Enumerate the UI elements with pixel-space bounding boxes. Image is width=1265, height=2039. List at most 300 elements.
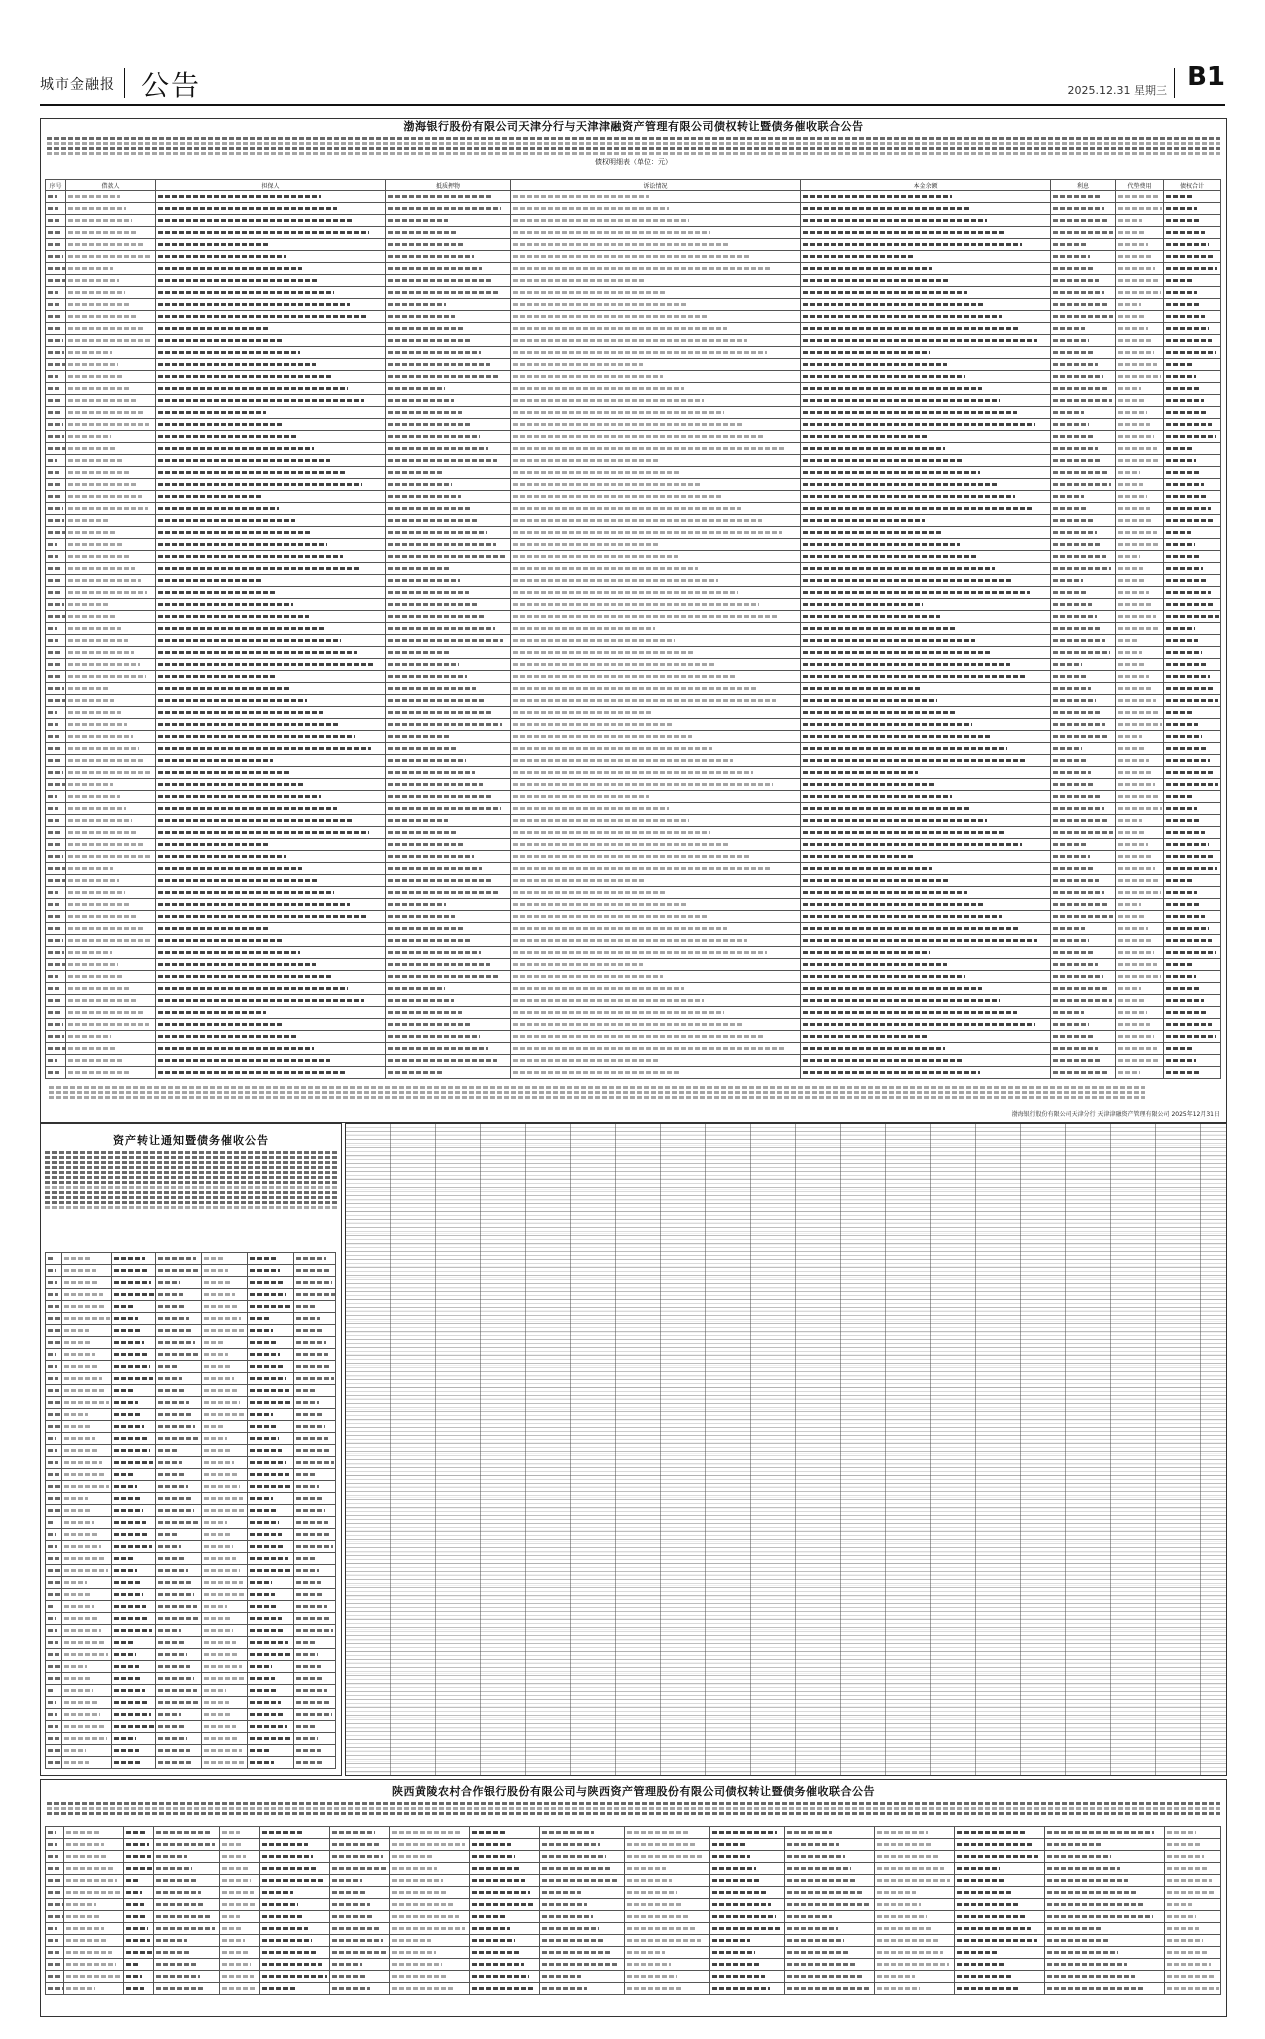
table-cell	[220, 1899, 260, 1911]
table-cell	[1116, 983, 1164, 995]
table-cell	[330, 1851, 390, 1863]
table-cell	[710, 1839, 785, 1851]
table-cell	[1116, 1043, 1164, 1055]
table-cell	[511, 407, 801, 419]
table-cell	[1164, 767, 1221, 779]
table-cell	[511, 887, 801, 899]
debt-table-huangling	[45, 1826, 1221, 1995]
table-cell	[294, 1277, 336, 1289]
table-cell	[294, 1265, 336, 1277]
table-row	[46, 1577, 336, 1589]
table-cell	[62, 1325, 112, 1337]
table-cell	[1116, 575, 1164, 587]
table-cell	[66, 983, 156, 995]
table-cell	[46, 275, 66, 287]
table-cell	[156, 191, 386, 203]
table-cell	[1116, 263, 1164, 275]
table-cell	[66, 431, 156, 443]
table-row	[46, 287, 1221, 299]
table-cell	[710, 1935, 785, 1947]
table-cell	[156, 863, 386, 875]
table-cell	[202, 1733, 248, 1745]
table-cell	[1051, 299, 1116, 311]
table-cell	[386, 443, 511, 455]
table-cell	[1051, 743, 1116, 755]
table-cell	[1164, 995, 1221, 1007]
table-cell	[511, 767, 801, 779]
table-row	[46, 347, 1221, 359]
table-cell	[112, 1721, 156, 1733]
table-row	[46, 1433, 336, 1445]
table-cell	[202, 1397, 248, 1409]
table-cell	[540, 1971, 625, 1983]
table-row	[46, 1031, 1221, 1043]
table-row	[46, 1373, 336, 1385]
table-cell	[62, 1385, 112, 1397]
table-cell	[46, 755, 66, 767]
table-row	[46, 1709, 336, 1721]
table-row	[46, 1457, 336, 1469]
table-cell	[1164, 647, 1221, 659]
table-cell	[1164, 683, 1221, 695]
table-cell	[156, 539, 386, 551]
table-row	[46, 1385, 336, 1397]
table-cell	[64, 1923, 124, 1935]
table-cell	[1116, 695, 1164, 707]
table-cell	[511, 947, 801, 959]
table-cell	[248, 1397, 294, 1409]
table-row	[46, 755, 1221, 767]
table-cell	[470, 1875, 540, 1887]
table-cell	[46, 911, 66, 923]
table-cell	[202, 1757, 248, 1769]
table-cell	[64, 1935, 124, 1947]
table-cell	[1045, 1839, 1165, 1851]
table-cell	[248, 1361, 294, 1373]
table-cell	[710, 1863, 785, 1875]
table-cell	[1164, 443, 1221, 455]
table-cell	[248, 1493, 294, 1505]
table-cell	[1051, 707, 1116, 719]
table-cell	[1164, 227, 1221, 239]
table-cell	[1165, 1887, 1221, 1899]
table-cell	[64, 1971, 124, 1983]
table-cell	[1164, 755, 1221, 767]
table-cell	[875, 1971, 955, 1983]
table-cell	[955, 1851, 1045, 1863]
table-row	[46, 707, 1221, 719]
table-cell	[248, 1745, 294, 1757]
table-row	[46, 1325, 336, 1337]
table-cell	[511, 227, 801, 239]
table-cell	[1164, 875, 1221, 887]
table-cell	[66, 767, 156, 779]
table-row	[46, 1911, 1221, 1923]
table-cell	[112, 1673, 156, 1685]
table-row	[46, 191, 1221, 203]
table-cell	[1164, 587, 1221, 599]
table-cell	[156, 347, 386, 359]
table-cell	[801, 383, 1051, 395]
header-index: 序号	[46, 180, 66, 191]
table-cell	[156, 515, 386, 527]
table-cell	[112, 1613, 156, 1625]
table-cell	[1164, 815, 1221, 827]
table-cell	[202, 1565, 248, 1577]
table-row	[46, 1721, 336, 1733]
table-cell	[1051, 647, 1116, 659]
table-cell	[156, 287, 386, 299]
table-cell	[294, 1481, 336, 1493]
table-cell	[1116, 815, 1164, 827]
table-cell	[46, 1745, 62, 1757]
table-cell	[248, 1733, 294, 1745]
table-cell	[1051, 659, 1116, 671]
table-cell	[294, 1349, 336, 1361]
table-row	[46, 587, 1221, 599]
table-cell	[46, 1899, 64, 1911]
table-cell	[156, 1043, 386, 1055]
table-cell	[248, 1541, 294, 1553]
table-cell	[511, 491, 801, 503]
masthead	[40, 60, 1225, 104]
table-cell	[1116, 191, 1164, 203]
table-cell	[248, 1613, 294, 1625]
table-cell	[1116, 875, 1164, 887]
notice-bohai-bank	[40, 118, 1227, 1123]
table-cell	[801, 215, 1051, 227]
table-cell	[156, 275, 386, 287]
table-cell	[801, 563, 1051, 575]
table-cell	[1164, 419, 1221, 431]
table-cell	[46, 719, 66, 731]
table-cell	[46, 647, 66, 659]
table-cell	[390, 1887, 470, 1899]
table-cell	[710, 1851, 785, 1863]
table-cell	[62, 1445, 112, 1457]
table-cell	[156, 1697, 202, 1709]
table-cell	[386, 1055, 511, 1067]
table-cell	[156, 1277, 202, 1289]
table-cell	[1051, 791, 1116, 803]
table-cell	[1116, 995, 1164, 1007]
notice-huangling-bank	[40, 1779, 1227, 2017]
table-cell	[156, 743, 386, 755]
table-cell	[390, 1827, 470, 1839]
table-row	[46, 1875, 1221, 1887]
table-cell	[112, 1733, 156, 1745]
table-cell	[124, 1971, 154, 1983]
table-cell	[62, 1421, 112, 1433]
table-cell	[511, 1067, 801, 1079]
table-cell	[386, 1043, 511, 1055]
table-cell	[248, 1409, 294, 1421]
table-cell	[46, 1361, 62, 1373]
table-cell	[386, 875, 511, 887]
table-cell	[66, 911, 156, 923]
notice-intro	[41, 137, 1226, 155]
table-cell	[390, 1839, 470, 1851]
table-cell	[1051, 839, 1116, 851]
table-row	[46, 1757, 336, 1769]
table-cell	[62, 1265, 112, 1277]
table-cell	[124, 1875, 154, 1887]
page-number: B1	[1187, 62, 1225, 92]
table-cell	[511, 683, 801, 695]
table-cell	[330, 1971, 390, 1983]
table-cell	[154, 1839, 220, 1851]
table-cell	[156, 923, 386, 935]
asset-table	[45, 1252, 336, 1769]
table-cell	[62, 1433, 112, 1445]
table-cell	[294, 1361, 336, 1373]
table-cell	[156, 599, 386, 611]
table-cell	[248, 1577, 294, 1589]
table-cell	[156, 563, 386, 575]
table-cell	[386, 335, 511, 347]
table-cell	[220, 1875, 260, 1887]
table-cell	[248, 1325, 294, 1337]
table-cell	[386, 251, 511, 263]
table-row	[46, 1055, 1221, 1067]
table-row	[46, 1277, 336, 1289]
table-cell	[875, 1959, 955, 1971]
table-cell	[511, 755, 801, 767]
table-cell	[1116, 1055, 1164, 1067]
table-row	[46, 1745, 336, 1757]
table-cell	[1165, 1935, 1221, 1947]
table-cell	[62, 1721, 112, 1733]
table-row	[46, 1733, 336, 1745]
table-cell	[1164, 599, 1221, 611]
table-cell	[511, 1055, 801, 1067]
table-cell	[156, 419, 386, 431]
table-cell	[1165, 1875, 1221, 1887]
table-cell	[801, 995, 1051, 1007]
table-cell	[46, 1565, 62, 1577]
table-cell	[154, 1851, 220, 1863]
table-cell	[248, 1277, 294, 1289]
table-cell	[46, 1289, 62, 1301]
table-cell	[386, 539, 511, 551]
table-cell	[1051, 947, 1116, 959]
table-cell	[1051, 779, 1116, 791]
table-cell	[470, 1899, 540, 1911]
table-cell	[66, 995, 156, 1007]
table-cell	[66, 527, 156, 539]
table-cell	[1116, 803, 1164, 815]
table-cell	[46, 875, 66, 887]
table-cell	[1116, 335, 1164, 347]
table-cell	[64, 1851, 124, 1863]
table-cell	[66, 731, 156, 743]
table-row	[46, 1445, 336, 1457]
table-cell	[156, 527, 386, 539]
table-cell	[156, 1733, 202, 1745]
table-cell	[710, 1887, 785, 1899]
table-cell	[1051, 935, 1116, 947]
table-cell	[294, 1457, 336, 1469]
table-cell	[540, 1947, 625, 1959]
table-cell	[625, 1971, 710, 1983]
table-cell	[46, 947, 66, 959]
table-cell	[1051, 899, 1116, 911]
table-cell	[294, 1373, 336, 1385]
table-cell	[202, 1541, 248, 1553]
table-cell	[156, 203, 386, 215]
table-cell	[124, 1947, 154, 1959]
table-cell	[156, 1325, 202, 1337]
table-cell	[1051, 395, 1116, 407]
table-cell	[955, 1899, 1045, 1911]
table-cell	[386, 287, 511, 299]
table-cell	[801, 587, 1051, 599]
table-cell	[801, 611, 1051, 623]
table-cell	[875, 1875, 955, 1887]
table-cell	[1045, 1899, 1165, 1911]
table-cell	[540, 1887, 625, 1899]
table-cell	[62, 1529, 112, 1541]
table-cell	[625, 1923, 710, 1935]
table-cell	[1051, 371, 1116, 383]
table-cell	[1164, 239, 1221, 251]
table-cell	[1045, 1959, 1165, 1971]
table-cell	[64, 1983, 124, 1995]
table-cell	[1165, 1827, 1221, 1839]
table-cell	[46, 1863, 64, 1875]
table-row	[46, 1067, 1221, 1079]
table-cell	[156, 1565, 202, 1577]
table-row	[46, 1517, 336, 1529]
table-cell	[156, 851, 386, 863]
table-cell	[112, 1649, 156, 1661]
table-cell	[1164, 851, 1221, 863]
table-cell	[785, 1887, 875, 1899]
table-cell	[46, 1923, 64, 1935]
table-cell	[154, 1827, 220, 1839]
table-cell	[470, 1935, 540, 1947]
table-cell	[294, 1613, 336, 1625]
table-cell	[1116, 275, 1164, 287]
table-row	[46, 1043, 1221, 1055]
table-cell	[1051, 239, 1116, 251]
table-row	[46, 1625, 336, 1637]
table-cell	[386, 215, 511, 227]
issue-date: 2025.12.31 星期三	[1067, 84, 1167, 97]
table-cell	[202, 1685, 248, 1697]
table-row	[46, 515, 1221, 527]
table-cell	[156, 311, 386, 323]
table-cell	[294, 1709, 336, 1721]
table-cell	[801, 947, 1051, 959]
table-cell	[46, 311, 66, 323]
table-cell	[220, 1887, 260, 1899]
table-cell	[801, 539, 1051, 551]
table-row	[46, 227, 1221, 239]
table-cell	[46, 1875, 64, 1887]
table-row	[46, 539, 1221, 551]
table-cell	[62, 1253, 112, 1265]
table-cell	[875, 1839, 955, 1851]
table-cell	[1116, 923, 1164, 935]
table-cell	[511, 971, 801, 983]
table-cell	[540, 1959, 625, 1971]
table-cell	[248, 1505, 294, 1517]
table-cell	[260, 1827, 330, 1839]
table-cell	[154, 1911, 220, 1923]
table-cell	[875, 1863, 955, 1875]
table-cell	[1164, 551, 1221, 563]
table-cell	[62, 1661, 112, 1673]
table-cell	[156, 371, 386, 383]
table-cell	[511, 791, 801, 803]
table-cell	[330, 1983, 390, 1995]
table-row	[46, 1337, 336, 1349]
table-cell	[66, 851, 156, 863]
table-cell	[46, 383, 66, 395]
table-cell	[46, 347, 66, 359]
table-cell	[386, 203, 511, 215]
table-cell	[801, 287, 1051, 299]
table-cell	[156, 1709, 202, 1721]
table-cell	[511, 719, 801, 731]
table-row	[46, 1887, 1221, 1899]
table-row	[46, 671, 1221, 683]
table-cell	[386, 563, 511, 575]
table-cell	[248, 1289, 294, 1301]
table-cell	[46, 1649, 62, 1661]
table-cell	[1051, 731, 1116, 743]
table-cell	[66, 443, 156, 455]
notice-signature: 渤海银行股份有限公司天津分行 天津津融资产管理有限公司 2025年12月31日	[1011, 1111, 1220, 1118]
table-cell	[801, 407, 1051, 419]
table-cell	[801, 779, 1051, 791]
table-cell	[248, 1589, 294, 1601]
table-row	[46, 815, 1221, 827]
table-cell	[294, 1673, 336, 1685]
table-row	[46, 1661, 336, 1673]
table-cell	[220, 1863, 260, 1875]
table-cell	[785, 1863, 875, 1875]
table-cell	[248, 1445, 294, 1457]
table-cell	[260, 1839, 330, 1851]
table-cell	[470, 1923, 540, 1935]
table-cell	[66, 923, 156, 935]
table-cell	[1051, 287, 1116, 299]
table-row	[46, 1469, 336, 1481]
table-cell	[62, 1409, 112, 1421]
table-cell	[511, 311, 801, 323]
table-cell	[511, 995, 801, 1007]
table-cell	[46, 575, 66, 587]
table-cell	[955, 1935, 1045, 1947]
table-cell	[156, 491, 386, 503]
table-cell	[156, 995, 386, 1007]
table-cell	[801, 743, 1051, 755]
table-cell	[386, 1067, 511, 1079]
table-cell	[248, 1481, 294, 1493]
table-cell	[46, 1839, 64, 1851]
table-cell	[156, 803, 386, 815]
table-cell	[66, 839, 156, 851]
table-cell	[156, 1373, 202, 1385]
table-cell	[112, 1469, 156, 1481]
table-row	[46, 323, 1221, 335]
table-cell	[511, 359, 801, 371]
table-row	[46, 611, 1221, 623]
table-cell	[62, 1517, 112, 1529]
table-cell	[112, 1589, 156, 1601]
